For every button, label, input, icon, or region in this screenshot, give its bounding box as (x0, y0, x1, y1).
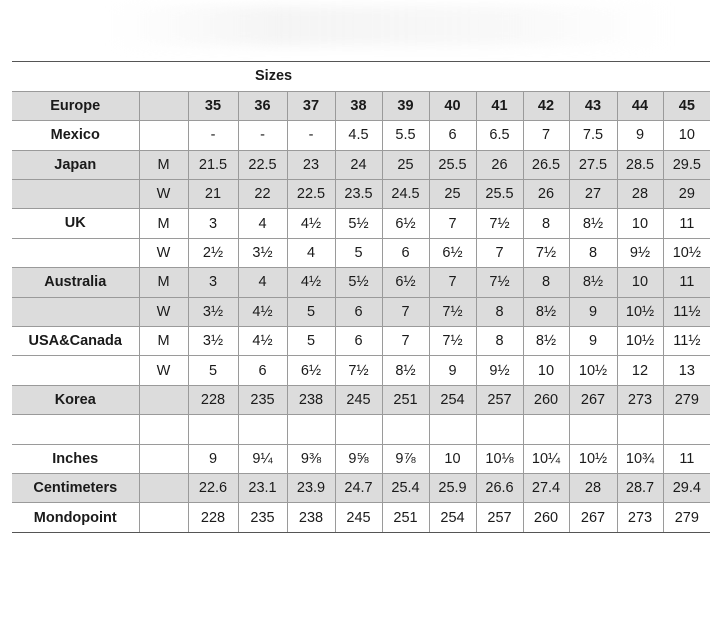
size-cell: 4 (287, 238, 335, 267)
size-cell: 279 (663, 503, 710, 532)
size-cell: 6½ (429, 238, 476, 267)
size-cell: 4½ (287, 209, 335, 238)
size-cell: 6 (238, 356, 287, 385)
size-cell: 4½ (238, 297, 287, 326)
size-cell: 245 (335, 503, 382, 532)
size-cell: 11½ (663, 297, 710, 326)
table-row (12, 415, 710, 444)
row-gender (139, 121, 188, 150)
size-cell: 245 (335, 385, 382, 414)
row-gender (139, 503, 188, 532)
size-cell: 7½ (476, 209, 523, 238)
size-cell: 9⅝ (335, 444, 382, 473)
size-cell: 23.9 (287, 473, 335, 502)
size-cell: 3 (188, 209, 238, 238)
size-cell: 23.5 (335, 180, 382, 209)
size-cell: 8½ (569, 209, 617, 238)
blurred-header-banner (110, 6, 670, 46)
size-cell: 11½ (663, 327, 710, 356)
size-cell: 279 (663, 385, 710, 414)
size-cell: 4.5 (335, 121, 382, 150)
size-cell: 10¾ (617, 444, 663, 473)
size-cell: 29.4 (663, 473, 710, 502)
size-cell: 28.5 (617, 150, 663, 179)
size-cell: 7½ (335, 356, 382, 385)
size-cell: 6 (335, 297, 382, 326)
europe-size: 37 (287, 91, 335, 120)
row-label: Mexico (12, 121, 139, 150)
row-label: Korea (12, 385, 139, 414)
row-gender: M (139, 327, 188, 356)
size-cell: 27.4 (523, 473, 569, 502)
row-gender (139, 415, 188, 444)
size-cell: 5 (287, 297, 335, 326)
size-cell: 251 (382, 385, 429, 414)
size-cell: 7½ (429, 297, 476, 326)
size-cell: 3½ (188, 297, 238, 326)
europe-row (12, 91, 710, 120)
row-gender (139, 385, 188, 414)
size-cell: 10½ (617, 297, 663, 326)
size-cell: 4 (238, 268, 287, 297)
size-cell: 25.4 (382, 473, 429, 502)
size-cell: 12 (617, 356, 663, 385)
size-cell: 5½ (335, 268, 382, 297)
size-cell: 6½ (382, 209, 429, 238)
table-row (12, 327, 710, 356)
size-cell: 7 (382, 297, 429, 326)
size-cell: 8 (476, 297, 523, 326)
size-cell: 26 (476, 150, 523, 179)
size-cell: 10½ (569, 444, 617, 473)
size-cell: 5 (188, 356, 238, 385)
size-cell: 26 (523, 180, 569, 209)
row-gender (139, 444, 188, 473)
size-cell: 25.9 (429, 473, 476, 502)
row-label (12, 238, 139, 267)
europe-size: 38 (335, 91, 382, 120)
size-cell (617, 415, 663, 444)
size-cell: 10⅛ (476, 444, 523, 473)
size-cell: 9 (569, 297, 617, 326)
size-cell: 10½ (617, 327, 663, 356)
size-cell: 8 (523, 268, 569, 297)
size-cell: 25 (382, 150, 429, 179)
size-cell: 9½ (617, 238, 663, 267)
size-cell: 10½ (663, 238, 710, 267)
size-cell: 11 (663, 444, 710, 473)
table-row (12, 297, 710, 326)
size-cell: 29.5 (663, 150, 710, 179)
size-cell: 10 (617, 268, 663, 297)
europe-size: 42 (523, 91, 569, 120)
size-cell (523, 415, 569, 444)
size-cell (429, 415, 476, 444)
size-cell: 3 (188, 268, 238, 297)
size-cell: 260 (523, 385, 569, 414)
size-cell: 26.6 (476, 473, 523, 502)
size-cell: 9½ (476, 356, 523, 385)
size-cell: 9 (617, 121, 663, 150)
size-cell: 6 (429, 121, 476, 150)
size-cell: 22 (238, 180, 287, 209)
size-cell: 3½ (238, 238, 287, 267)
table-row (12, 209, 710, 238)
table-row (12, 121, 710, 150)
size-cell: 25.5 (429, 150, 476, 179)
row-label (12, 297, 139, 326)
size-conversion-table (12, 62, 710, 533)
size-cell: 7½ (523, 238, 569, 267)
size-cell: 9⅜ (287, 444, 335, 473)
size-cell: 228 (188, 385, 238, 414)
size-cell (663, 415, 710, 444)
size-cell: 238 (287, 385, 335, 414)
row-label: Mondopoint (12, 503, 139, 532)
size-cell: 8 (569, 238, 617, 267)
size-cell (476, 415, 523, 444)
row-label: Inches (12, 444, 139, 473)
size-cell: 25 (429, 180, 476, 209)
size-cell: 10 (523, 356, 569, 385)
sizes-title: Sizes (12, 62, 710, 91)
size-cell: 4½ (238, 327, 287, 356)
size-cell: 7 (476, 238, 523, 267)
size-cell: 257 (476, 503, 523, 532)
size-cell: 257 (476, 385, 523, 414)
size-cell: 26.5 (523, 150, 569, 179)
europe-size: 45 (663, 91, 710, 120)
size-cell (238, 415, 287, 444)
table-row (12, 444, 710, 473)
size-cell: 23.1 (238, 473, 287, 502)
size-cell: 9⅞ (382, 444, 429, 473)
size-cell: 5 (335, 238, 382, 267)
size-cell: 228 (188, 503, 238, 532)
size-cell: 6½ (382, 268, 429, 297)
size-cell: 8½ (569, 268, 617, 297)
europe-size: 41 (476, 91, 523, 120)
size-cell: 8½ (382, 356, 429, 385)
row-label (12, 180, 139, 209)
size-cell: 7½ (476, 268, 523, 297)
size-cell (188, 415, 238, 444)
size-cell: 267 (569, 385, 617, 414)
size-cell: 5½ (335, 209, 382, 238)
table-row (12, 150, 710, 179)
europe-label: Europe (12, 91, 139, 120)
europe-size: 36 (238, 91, 287, 120)
table-row (12, 180, 710, 209)
size-cell: 5.5 (382, 121, 429, 150)
size-cell: 27 (569, 180, 617, 209)
size-cell: 3½ (188, 327, 238, 356)
size-cell: 22.5 (238, 150, 287, 179)
size-cell: - (188, 121, 238, 150)
size-cell: 2½ (188, 238, 238, 267)
row-gender: M (139, 209, 188, 238)
table-row (12, 268, 710, 297)
size-cell: 11 (663, 268, 710, 297)
size-cell (569, 415, 617, 444)
size-cell: 5 (287, 327, 335, 356)
size-cell: 254 (429, 503, 476, 532)
size-cell: 7 (523, 121, 569, 150)
size-cell: 8 (476, 327, 523, 356)
size-cell: 10 (429, 444, 476, 473)
table-row (12, 356, 710, 385)
size-cell: 24.7 (335, 473, 382, 502)
size-cell: 22.6 (188, 473, 238, 502)
europe-size: 39 (382, 91, 429, 120)
size-cell: 7.5 (569, 121, 617, 150)
size-cell: 23 (287, 150, 335, 179)
row-gender: W (139, 356, 188, 385)
row-gender: W (139, 297, 188, 326)
row-label (12, 356, 139, 385)
size-cell: 6½ (287, 356, 335, 385)
size-cell: 21 (188, 180, 238, 209)
size-cell: 235 (238, 385, 287, 414)
row-label: Japan (12, 150, 139, 179)
row-gender: W (139, 180, 188, 209)
row-gender (139, 473, 188, 502)
row-label: USA&Canada (12, 327, 139, 356)
size-cell: 4 (238, 209, 287, 238)
size-cell: 238 (287, 503, 335, 532)
table-row (12, 385, 710, 414)
row-label: UK (12, 209, 139, 238)
size-cell: 235 (238, 503, 287, 532)
row-gender: M (139, 268, 188, 297)
size-cell: 7 (382, 327, 429, 356)
europe-size: 35 (188, 91, 238, 120)
size-cell: 9¼ (238, 444, 287, 473)
size-cell: 24.5 (382, 180, 429, 209)
europe-size: 43 (569, 91, 617, 120)
size-cell: 7 (429, 209, 476, 238)
row-gender: M (139, 150, 188, 179)
size-cell: 6 (335, 327, 382, 356)
size-cell: 11 (663, 209, 710, 238)
size-cell: 28.7 (617, 473, 663, 502)
europe-sub-cell (139, 91, 188, 120)
table-row (12, 473, 710, 502)
size-cell: 267 (569, 503, 617, 532)
size-cell: 29 (663, 180, 710, 209)
size-cell: 6 (382, 238, 429, 267)
row-label (12, 415, 139, 444)
size-cell: 273 (617, 385, 663, 414)
size-cell: - (287, 121, 335, 150)
row-gender: W (139, 238, 188, 267)
row-label: Australia (12, 268, 139, 297)
row-label: Centimeters (12, 473, 139, 502)
size-cell (382, 415, 429, 444)
size-cell: 9 (569, 327, 617, 356)
table-row (12, 238, 710, 267)
size-cell: 21.5 (188, 150, 238, 179)
size-cell (335, 415, 382, 444)
size-cell: 28 (617, 180, 663, 209)
size-cell: 254 (429, 385, 476, 414)
size-cell: 273 (617, 503, 663, 532)
size-cell: 9 (188, 444, 238, 473)
size-cell: 27.5 (569, 150, 617, 179)
size-cell: 8 (523, 209, 569, 238)
table-row (12, 503, 710, 532)
size-cell: 4½ (287, 268, 335, 297)
size-cell: 251 (382, 503, 429, 532)
size-cell: 6.5 (476, 121, 523, 150)
size-cell: 10¼ (523, 444, 569, 473)
size-cell: 7½ (429, 327, 476, 356)
size-cell: 10½ (569, 356, 617, 385)
size-cell: 25.5 (476, 180, 523, 209)
size-cell: 7 (429, 268, 476, 297)
size-cell: 22.5 (287, 180, 335, 209)
size-cell: 10 (617, 209, 663, 238)
size-cell: - (238, 121, 287, 150)
size-cell (287, 415, 335, 444)
europe-size: 40 (429, 91, 476, 120)
size-cell: 13 (663, 356, 710, 385)
europe-size: 44 (617, 91, 663, 120)
size-cell: 260 (523, 503, 569, 532)
size-cell: 24 (335, 150, 382, 179)
size-cell: 8½ (523, 297, 569, 326)
size-cell: 8½ (523, 327, 569, 356)
size-cell: 9 (429, 356, 476, 385)
size-cell: 10 (663, 121, 710, 150)
size-cell: 28 (569, 473, 617, 502)
sizes-title-row (12, 62, 710, 91)
